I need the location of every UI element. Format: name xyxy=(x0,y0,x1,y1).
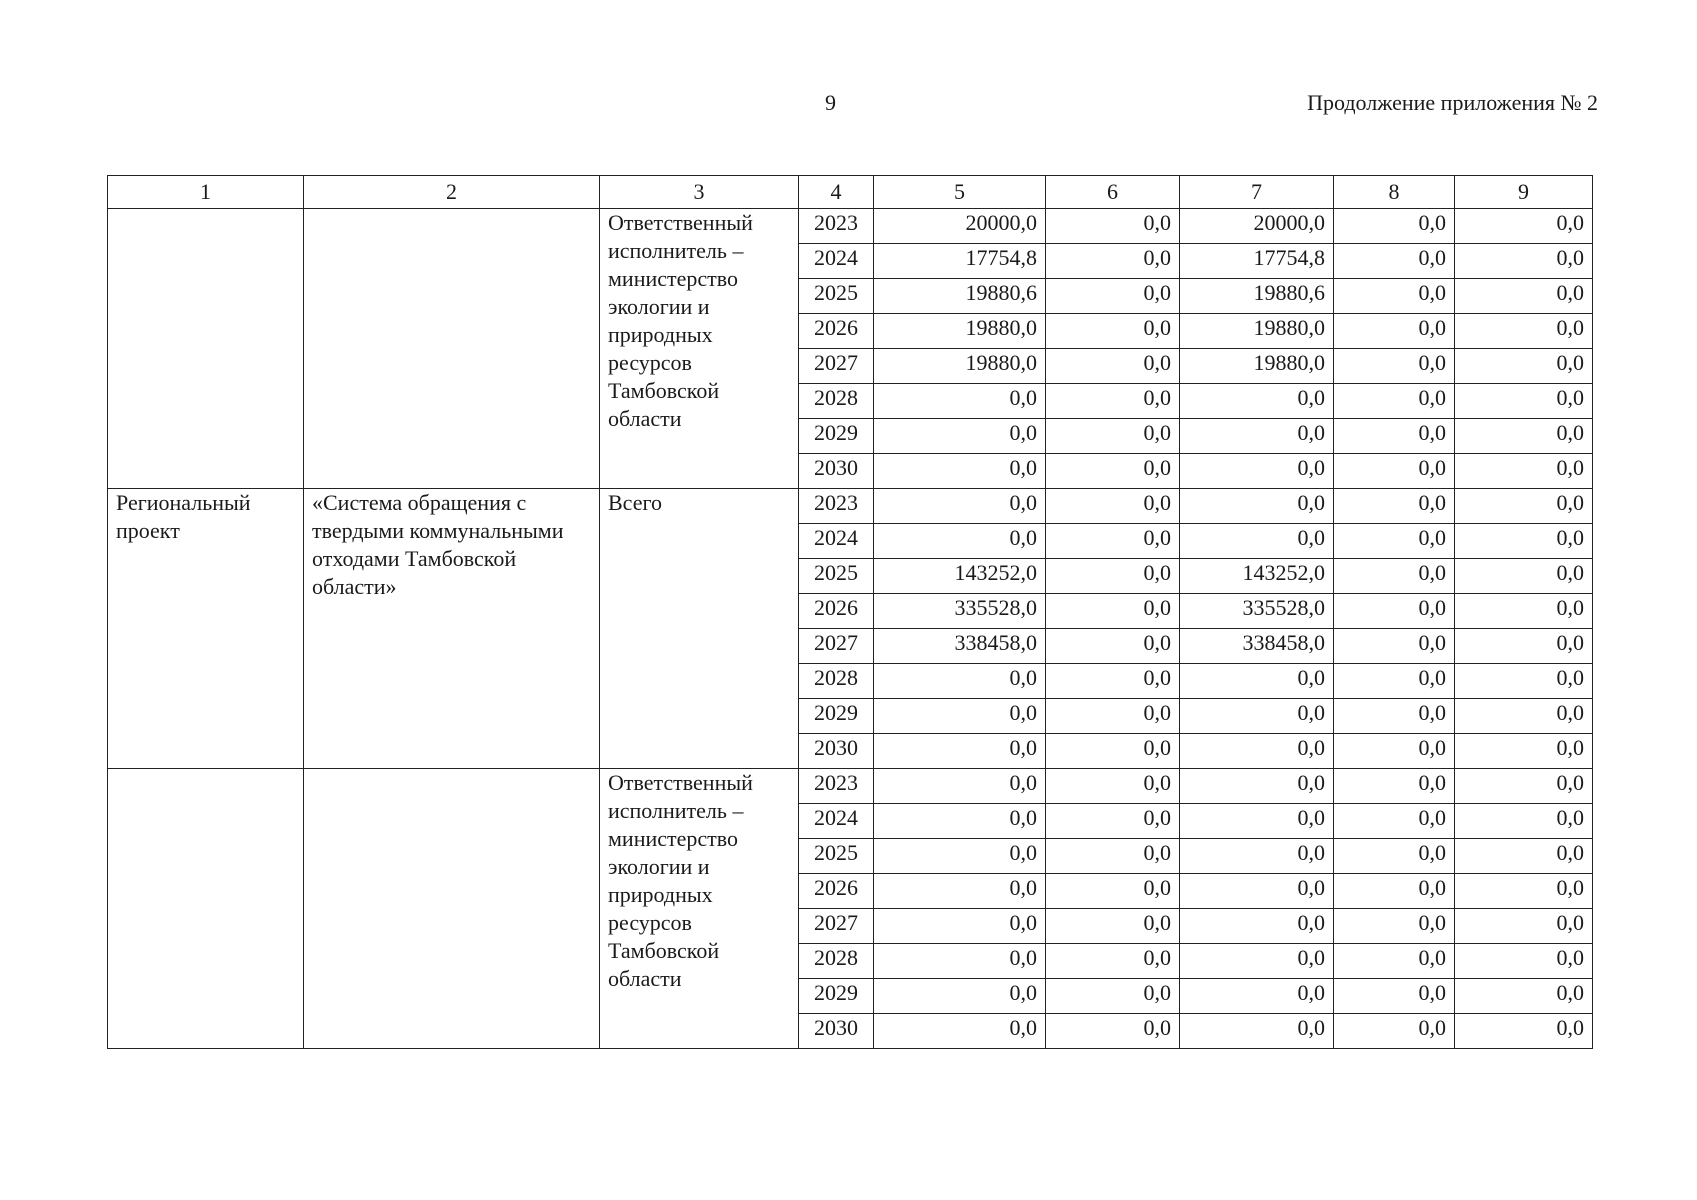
year-cell: 2027 xyxy=(799,909,874,944)
item-name-cell xyxy=(304,769,600,1049)
value-cell-col6: 0,0 xyxy=(1046,699,1180,734)
year-cell: 2026 xyxy=(799,314,874,349)
budget-table xyxy=(107,175,1593,1049)
value-cell-col5: 0,0 xyxy=(874,769,1046,804)
value-cell-col7: 0,0 xyxy=(1180,804,1334,839)
year-cell: 2024 xyxy=(799,804,874,839)
value-cell-col5: 19880,6 xyxy=(874,279,1046,314)
value-cell-col7: 17754,8 xyxy=(1180,244,1334,279)
value-cell-col9: 0,0 xyxy=(1455,244,1593,279)
table-row xyxy=(108,209,1593,244)
value-cell-col5: 338458,0 xyxy=(874,629,1046,664)
year-cell: 2024 xyxy=(799,244,874,279)
value-cell-col6: 0,0 xyxy=(1046,454,1180,489)
value-cell-col8: 0,0 xyxy=(1334,839,1455,874)
column-number-5: 5 xyxy=(874,176,1046,209)
year-cell: 2028 xyxy=(799,384,874,419)
value-cell-col6: 0,0 xyxy=(1046,629,1180,664)
value-cell-col7: 0,0 xyxy=(1180,944,1334,979)
value-cell-col5: 0,0 xyxy=(874,839,1046,874)
value-cell-col6: 0,0 xyxy=(1046,349,1180,384)
value-cell-col8: 0,0 xyxy=(1334,594,1455,629)
value-cell-col8: 0,0 xyxy=(1334,384,1455,419)
value-cell-col9: 0,0 xyxy=(1455,594,1593,629)
value-cell-col9: 0,0 xyxy=(1455,979,1593,1014)
value-cell-col9: 0,0 xyxy=(1455,664,1593,699)
year-cell: 2027 xyxy=(799,349,874,384)
year-cell: 2024 xyxy=(799,524,874,559)
value-cell-col5: 143252,0 xyxy=(874,559,1046,594)
value-cell-col5: 0,0 xyxy=(874,874,1046,909)
table-body xyxy=(108,209,1593,1049)
value-cell-col5: 0,0 xyxy=(874,944,1046,979)
funding-source-cell: Ответственный исполнитель – министерство экологии и природных ресурсов Тамбовской области xyxy=(600,209,799,489)
value-cell-col8: 0,0 xyxy=(1334,664,1455,699)
value-cell-col6: 0,0 xyxy=(1046,804,1180,839)
value-cell-col5: 0,0 xyxy=(874,419,1046,454)
value-cell-col6: 0,0 xyxy=(1046,314,1180,349)
value-cell-col7: 20000,0 xyxy=(1180,209,1334,244)
year-cell: 2030 xyxy=(799,1014,874,1049)
item-type-cell xyxy=(108,769,304,1049)
value-cell-col7: 0,0 xyxy=(1180,489,1334,524)
value-cell-col7: 0,0 xyxy=(1180,909,1334,944)
value-cell-col5: 0,0 xyxy=(874,979,1046,1014)
year-cell: 2029 xyxy=(799,419,874,454)
value-cell-col9: 0,0 xyxy=(1455,769,1593,804)
value-cell-col5: 0,0 xyxy=(874,454,1046,489)
value-cell-col6: 0,0 xyxy=(1046,944,1180,979)
value-cell-col9: 0,0 xyxy=(1455,349,1593,384)
value-cell-col8: 0,0 xyxy=(1334,1014,1455,1049)
value-cell-col8: 0,0 xyxy=(1334,489,1455,524)
value-cell-col6: 0,0 xyxy=(1046,244,1180,279)
value-cell-col6: 0,0 xyxy=(1046,769,1180,804)
value-cell-col9: 0,0 xyxy=(1455,559,1593,594)
value-cell-col6: 0,0 xyxy=(1046,489,1180,524)
funding-source-cell: Ответственный исполнитель – министерство экологии и природных ресурсов Тамбовской области xyxy=(600,769,799,1049)
value-cell-col9: 0,0 xyxy=(1455,804,1593,839)
value-cell-col8: 0,0 xyxy=(1334,559,1455,594)
value-cell-col7: 0,0 xyxy=(1180,874,1334,909)
value-cell-col9: 0,0 xyxy=(1455,629,1593,664)
value-cell-col7: 0,0 xyxy=(1180,769,1334,804)
year-cell: 2025 xyxy=(799,279,874,314)
table-row xyxy=(108,769,1593,804)
value-cell-col5: 335528,0 xyxy=(874,594,1046,629)
value-cell-col5: 0,0 xyxy=(874,699,1046,734)
value-cell-col8: 0,0 xyxy=(1334,244,1455,279)
column-number-8: 8 xyxy=(1334,176,1455,209)
value-cell-col8: 0,0 xyxy=(1334,454,1455,489)
year-cell: 2029 xyxy=(799,699,874,734)
value-cell-col9: 0,0 xyxy=(1455,1014,1593,1049)
value-cell-col5: 0,0 xyxy=(874,524,1046,559)
value-cell-col7: 0,0 xyxy=(1180,384,1334,419)
value-cell-col6: 0,0 xyxy=(1046,594,1180,629)
value-cell-col7: 19880,0 xyxy=(1180,349,1334,384)
value-cell-col5: 0,0 xyxy=(874,804,1046,839)
value-cell-col7: 19880,6 xyxy=(1180,279,1334,314)
value-cell-col7: 0,0 xyxy=(1180,524,1334,559)
value-cell-col5: 0,0 xyxy=(874,1014,1046,1049)
value-cell-col6: 0,0 xyxy=(1046,209,1180,244)
page-number: 9 xyxy=(825,90,836,115)
value-cell-col9: 0,0 xyxy=(1455,699,1593,734)
value-cell-col6: 0,0 xyxy=(1046,559,1180,594)
value-cell-col8: 0,0 xyxy=(1334,874,1455,909)
continuation-label: Продолжение приложения № 2 xyxy=(1307,90,1598,115)
year-cell: 2028 xyxy=(799,664,874,699)
value-cell-col6: 0,0 xyxy=(1046,419,1180,454)
value-cell-col9: 0,0 xyxy=(1455,454,1593,489)
year-cell: 2029 xyxy=(799,979,874,1014)
value-cell-col7: 0,0 xyxy=(1180,699,1334,734)
value-cell-col8: 0,0 xyxy=(1334,629,1455,664)
value-cell-col5: 19880,0 xyxy=(874,314,1046,349)
value-cell-col7: 0,0 xyxy=(1180,664,1334,699)
value-cell-col6: 0,0 xyxy=(1046,874,1180,909)
value-cell-col8: 0,0 xyxy=(1334,909,1455,944)
column-number-6: 6 xyxy=(1046,176,1180,209)
item-name-cell xyxy=(304,209,600,489)
value-cell-col7: 0,0 xyxy=(1180,839,1334,874)
column-number-2: 2 xyxy=(304,176,600,209)
value-cell-col8: 0,0 xyxy=(1334,979,1455,1014)
value-cell-col9: 0,0 xyxy=(1455,944,1593,979)
value-cell-col9: 0,0 xyxy=(1455,209,1593,244)
value-cell-col8: 0,0 xyxy=(1334,734,1455,769)
value-cell-col7: 19880,0 xyxy=(1180,314,1334,349)
value-cell-col7: 338458,0 xyxy=(1180,629,1334,664)
year-cell: 2030 xyxy=(799,454,874,489)
column-number-4: 4 xyxy=(799,176,874,209)
value-cell-col6: 0,0 xyxy=(1046,524,1180,559)
value-cell-col7: 0,0 xyxy=(1180,734,1334,769)
value-cell-col7: 0,0 xyxy=(1180,454,1334,489)
value-cell-col6: 0,0 xyxy=(1046,664,1180,699)
column-number-1: 1 xyxy=(108,176,304,209)
value-cell-col9: 0,0 xyxy=(1455,734,1593,769)
item-name-cell: «Система обращения с твердыми коммунальными отходами Тамбовской области» xyxy=(304,489,600,769)
value-cell-col6: 0,0 xyxy=(1046,384,1180,419)
column-number-9: 9 xyxy=(1455,176,1593,209)
value-cell-col5: 0,0 xyxy=(874,664,1046,699)
value-cell-col9: 0,0 xyxy=(1455,874,1593,909)
value-cell-col9: 0,0 xyxy=(1455,279,1593,314)
value-cell-col8: 0,0 xyxy=(1334,804,1455,839)
value-cell-col7: 0,0 xyxy=(1180,979,1334,1014)
value-cell-col5: 0,0 xyxy=(874,734,1046,769)
value-cell-col5: 0,0 xyxy=(874,384,1046,419)
year-cell: 2023 xyxy=(799,489,874,524)
value-cell-col9: 0,0 xyxy=(1455,419,1593,454)
column-number-7: 7 xyxy=(1180,176,1334,209)
year-cell: 2030 xyxy=(799,734,874,769)
value-cell-col8: 0,0 xyxy=(1334,314,1455,349)
column-number-row xyxy=(108,176,1593,209)
value-cell-col7: 0,0 xyxy=(1180,419,1334,454)
value-cell-col5: 20000,0 xyxy=(874,209,1046,244)
value-cell-col8: 0,0 xyxy=(1334,279,1455,314)
value-cell-col5: 0,0 xyxy=(874,489,1046,524)
year-cell: 2028 xyxy=(799,944,874,979)
value-cell-col6: 0,0 xyxy=(1046,279,1180,314)
value-cell-col7: 0,0 xyxy=(1180,1014,1334,1049)
table-row xyxy=(108,489,1593,524)
value-cell-col6: 0,0 xyxy=(1046,979,1180,1014)
value-cell-col8: 0,0 xyxy=(1334,209,1455,244)
value-cell-col8: 0,0 xyxy=(1334,944,1455,979)
value-cell-col9: 0,0 xyxy=(1455,314,1593,349)
year-cell: 2026 xyxy=(799,874,874,909)
value-cell-col6: 0,0 xyxy=(1046,734,1180,769)
value-cell-col8: 0,0 xyxy=(1334,524,1455,559)
value-cell-col8: 0,0 xyxy=(1334,419,1455,454)
value-cell-col8: 0,0 xyxy=(1334,699,1455,734)
value-cell-col6: 0,0 xyxy=(1046,1014,1180,1049)
value-cell-col9: 0,0 xyxy=(1455,524,1593,559)
value-cell-col9: 0,0 xyxy=(1455,384,1593,419)
value-cell-col8: 0,0 xyxy=(1334,769,1455,804)
value-cell-col9: 0,0 xyxy=(1455,839,1593,874)
year-cell: 2027 xyxy=(799,629,874,664)
value-cell-col8: 0,0 xyxy=(1334,349,1455,384)
value-cell-col6: 0,0 xyxy=(1046,839,1180,874)
value-cell-col9: 0,0 xyxy=(1455,489,1593,524)
year-cell: 2025 xyxy=(799,839,874,874)
value-cell-col5: 0,0 xyxy=(874,909,1046,944)
item-type-cell: Региональный проект xyxy=(108,489,304,769)
value-cell-col9: 0,0 xyxy=(1455,909,1593,944)
item-type-cell xyxy=(108,209,304,489)
year-cell: 2025 xyxy=(799,559,874,594)
value-cell-col6: 0,0 xyxy=(1046,909,1180,944)
funding-source-cell: Всего xyxy=(600,489,799,769)
year-cell: 2026 xyxy=(799,594,874,629)
year-cell: 2023 xyxy=(799,769,874,804)
value-cell-col5: 17754,8 xyxy=(874,244,1046,279)
value-cell-col7: 335528,0 xyxy=(1180,594,1334,629)
value-cell-col5: 19880,0 xyxy=(874,349,1046,384)
column-number-3: 3 xyxy=(600,176,799,209)
value-cell-col7: 143252,0 xyxy=(1180,559,1334,594)
year-cell: 2023 xyxy=(799,209,874,244)
